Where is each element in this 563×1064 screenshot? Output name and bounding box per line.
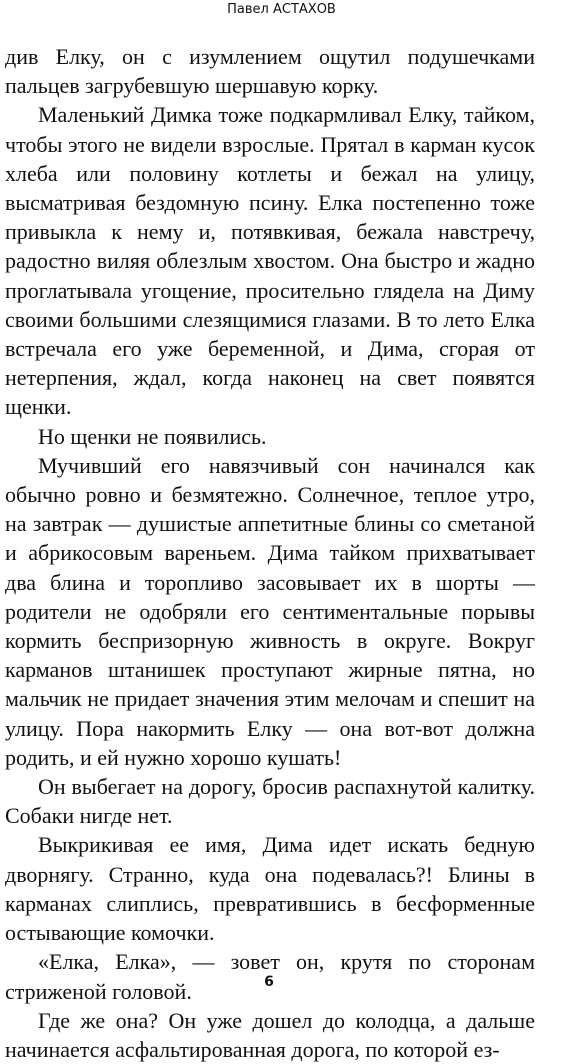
page-number: 6 (264, 974, 274, 990)
paragraph: Он выбегает на дорогу, бросив распахнутой калитку. Собаки нигде нет. (5, 774, 535, 829)
paragraph: Выкрикивая ее имя, Дима идет искать бедную дворнягу. Странно, куда она подевалась?! Блины в карманах слиплись, превратившись в бесформенные остывающие комочки. (5, 832, 535, 946)
running-head: Павел АСТАХОВ (227, 2, 336, 17)
paragraph: Где же она? Он уже дошел до колодца, а дальше начинается асфальтированная дорога, по которой ез- (5, 1007, 535, 1062)
paragraph: Но щенки не появились. (38, 423, 267, 449)
paragraph: див Елку, он с изумлением ощутил подушечками пальцев загрубевшую шершавую корку. (5, 44, 535, 99)
paragraph: Мучивший его навязчивый сон начинался как обычно ровно и безмятежно. Солнечное, теплое утро, на завтрак — душистые аппетитные блины со сметаной и абрикосовым вареньем. Дима тайком прихватывает два блина и торопливо засовывает их в шорты — родители не одобряли его сентиментальные порывы кормить беспризорную живность в округе. Вокруг карманов штанишек проступают жирные пятна, но мальчик не придает значения этим мелочам и спешит на улицу. Пора накормить Елку — она вот-вот должна родить, и ей нужно хорошо кушать! (5, 452, 535, 770)
paragraph: Маленький Димка тоже подкармливал Елку, тайком, чтобы этого не видели взрослые. Прятал в карман кусок хлеба или половину котлеты и бежал на улицу, высматривая бездомную псину. Елка постепенно тоже привыкла к нему и, потявкивая, бежала навстречу, радостно виляя облезлым хвостом. Она быстро и жадно проглатывала угощение, просительно глядела на Диму своими большими слезящимися глазами. В то лето Елка встречала его уже беременной, и Дима, сгорая от нетерпения, ждал, когда наконец на свет появятся щенки. (5, 102, 535, 420)
page-body (5, 42, 535, 1064)
paragraph: «Елка, Елка», — зовет он, крутя по сторонам стриженой головой. (5, 949, 535, 1004)
